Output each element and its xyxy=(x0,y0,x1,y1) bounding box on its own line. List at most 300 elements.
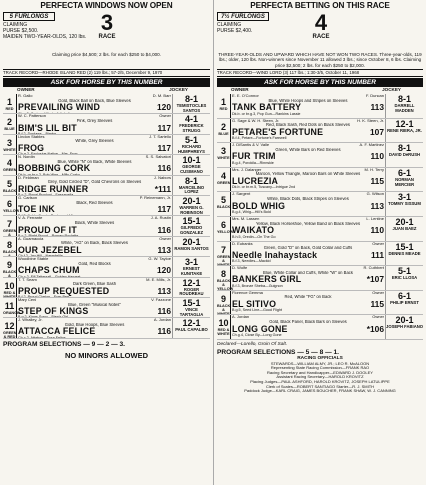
entry-details xyxy=(231,94,385,118)
post-position xyxy=(3,135,17,154)
post-position xyxy=(3,176,17,195)
post-position xyxy=(3,257,17,276)
jockey-name: JUAN BAEZ xyxy=(392,225,417,231)
horse-name: PROUD OF IT xyxy=(18,224,77,235)
morning-line-odds: 3-1 xyxy=(397,192,411,203)
post-position xyxy=(3,237,17,256)
jockey-label: JOCKEY xyxy=(382,87,401,92)
trainer-name: R. Cuthbert xyxy=(363,266,384,271)
horse-entry[interactable] xyxy=(3,237,210,257)
horse-entry[interactable] xyxy=(217,192,423,217)
program-selections: PROGRAM SELECTIONS — 5 — 8 — 1. xyxy=(217,348,340,356)
morning-line-odds: 15-1 xyxy=(182,297,201,308)
race-number: 4 xyxy=(314,10,328,35)
owner-name: D. Wolfe xyxy=(232,266,248,271)
horse-entry[interactable] xyxy=(3,114,210,134)
weight: 110 xyxy=(370,151,384,162)
silks-description: Black, White Sleeves xyxy=(74,220,115,225)
weight: 113 xyxy=(370,200,384,211)
horse-entry[interactable] xyxy=(3,257,210,277)
horse-name: RIDGE RUNNER xyxy=(18,183,89,194)
header-line: PURSE $2,400. xyxy=(217,28,253,34)
declared-note: Declared—Lorello, Groin Of Salt. xyxy=(217,341,288,347)
jockey-name: NORMAN MERCIER xyxy=(394,176,415,187)
perfecta-banner: PERFECTA WINDOWS NOW OPEN xyxy=(40,1,173,10)
horse-line xyxy=(232,226,384,234)
silks-description: Blue, White Collar and Cuffs, White "W" on Back xyxy=(263,270,353,275)
owner-label: OWNER xyxy=(17,87,35,92)
official-line: Clerk of Scales—ROBERT SANTIAGO Starter—R. J. SMITH xyxy=(265,383,375,389)
owner-name: R. Gallo xyxy=(18,94,33,98)
racing-officials xyxy=(217,357,423,394)
horse-name: TOE INK xyxy=(18,204,55,215)
post-position xyxy=(217,119,231,143)
horse-name: STEP OF KINGS xyxy=(18,306,89,317)
owner-name: V. A. Ferrante xyxy=(18,216,43,221)
trainer-name: Owner xyxy=(159,236,171,241)
program-number: 7 xyxy=(6,219,12,230)
saddlecloth-color: RED xyxy=(219,107,228,111)
odds-jockey xyxy=(385,192,423,216)
weight: 116 xyxy=(157,163,171,174)
jockey-label: JOCKEY xyxy=(169,87,188,92)
trainer-name: S. S. Salvatori xyxy=(145,155,171,160)
program-number: 12 xyxy=(4,321,15,332)
horse-line xyxy=(232,103,384,111)
post-position xyxy=(217,94,231,118)
entries-list xyxy=(3,94,210,339)
horse-entry[interactable] xyxy=(217,217,423,242)
trainer-name: Owner xyxy=(159,114,171,119)
post-position xyxy=(3,216,17,235)
odds-jockey xyxy=(385,242,423,266)
morning-line-odds: 5-1 xyxy=(397,266,411,277)
horse-line xyxy=(18,205,171,213)
horse-line xyxy=(232,128,384,136)
horse-line xyxy=(18,246,171,254)
owner-jockey-header xyxy=(217,87,423,93)
trainer-name: G. W. Tayloe xyxy=(148,257,171,262)
race-header xyxy=(3,12,210,52)
race-conditions: Claiming price $4,500; 2 lbs. for each $250 to $4,000. xyxy=(51,52,162,57)
trainer-name: M. E. Mills, Jr. xyxy=(146,277,171,282)
saddlecloth-color: WHITE xyxy=(3,147,16,152)
odds-jockey xyxy=(172,155,210,174)
trainer-name: A. Jordan xyxy=(153,318,171,323)
silks-description: Maroon, Yellow Triangle, Maroon Bars on White Sleeves xyxy=(255,172,361,177)
weight: 115 xyxy=(370,175,384,186)
horse-entry[interactable] xyxy=(217,315,423,340)
program-number: 8 xyxy=(220,269,226,280)
trainer-name: D. M. Barr xyxy=(152,94,171,98)
pedigree xyxy=(18,315,171,317)
silks-description: Blue, Green "Musical Notes" xyxy=(68,302,121,307)
trainer-name: F. Duncan xyxy=(365,94,384,98)
program-number: 10 xyxy=(218,318,229,329)
morning-line-odds: 5-1 xyxy=(184,134,198,145)
perfecta-banner: PERFECTA BETTING ON THIS RACE xyxy=(250,1,390,10)
silks-description: Blue, White Hoops and Stripes on Sleeves xyxy=(268,98,348,103)
silks-description: Gold, Blue Hoops, Blue Sleeves xyxy=(64,322,125,327)
jockey-name: DAVID DeRUSH xyxy=(388,152,421,158)
post-position xyxy=(3,94,17,113)
jockey-name: FREDERICK STRUGG xyxy=(179,123,204,134)
pedigree: B.h.5, Oredin—On The Go xyxy=(232,234,276,239)
morning-line-odds: 6-1 xyxy=(397,167,411,178)
morning-line-odds: 3-1 xyxy=(184,257,198,268)
horse-line xyxy=(232,275,384,283)
horse-line xyxy=(18,103,171,111)
jockey-name: RICHARD HUMPHREYS xyxy=(178,143,205,154)
horse-name: FROG xyxy=(18,142,45,153)
saddlecloth-color: ORANGE xyxy=(3,310,20,315)
odds-jockey xyxy=(172,298,210,317)
horse-name: FUR TRIM xyxy=(232,151,276,162)
horse-entry[interactable] xyxy=(3,176,210,196)
weight: 111 xyxy=(370,249,384,260)
post-position xyxy=(217,242,231,266)
entry-details xyxy=(17,94,172,113)
silks-description: Dark Green, Blue Sash xyxy=(72,282,117,287)
saddlecloth-color: YELLOW xyxy=(217,229,234,234)
entries-list xyxy=(217,94,423,340)
entry-details xyxy=(17,196,172,215)
entry-details xyxy=(231,119,385,143)
entry-details xyxy=(17,237,172,256)
pedigree: B.f.3, Bronze Sheba—Guignon xyxy=(232,283,283,288)
program-selections: PROGRAM SELECTIONS — 9 — 2 — 3. xyxy=(3,340,126,348)
horse-line xyxy=(18,327,171,335)
morning-line-odds: 8-1 xyxy=(397,143,411,154)
post-position xyxy=(217,315,231,339)
post-position xyxy=(3,298,20,317)
official-line: STEWARDS—WILLIAM ALMY, JR.; LEO R. McALOON xyxy=(270,360,370,366)
owner-label: OWNER xyxy=(231,87,249,92)
trainer-name: J. Nabors xyxy=(153,175,171,180)
program-number: 5 xyxy=(220,195,226,206)
horse-entry[interactable] xyxy=(217,266,423,291)
race-label: RACE xyxy=(98,34,116,40)
horse-line xyxy=(232,152,384,160)
horse-entry[interactable] xyxy=(3,94,210,114)
odds-jockey xyxy=(385,315,423,339)
saddlecloth-color: BLACK xyxy=(3,188,17,193)
odds-jockey xyxy=(172,94,210,113)
odds-jockey xyxy=(385,143,423,167)
silks-description: White, "AG" on Back, Black Sleeves xyxy=(61,241,128,246)
morning-line-odds: 8-1 xyxy=(184,94,198,104)
horse-entry[interactable] xyxy=(217,168,423,193)
saddlecloth-color: BLACK & WHITE xyxy=(217,303,231,316)
track-record: TRACK RECORD—WIND LORD (3) 117 lbs.; 1:30-3/5, October 11, 1968 xyxy=(217,69,423,77)
program-number: 6 xyxy=(6,198,12,209)
horse-line xyxy=(18,124,171,132)
saddlecloth-color: GREEN & xyxy=(3,229,17,237)
horse-line xyxy=(18,266,171,274)
owner-name: Mrs. M. Lassen xyxy=(232,216,260,221)
official-line: Assistant Racing Secretary—HAROLD KROVITZ xyxy=(276,374,364,380)
horse-name: LONG GONE xyxy=(232,323,288,334)
weight: 115 xyxy=(370,298,384,309)
header-line: MAIDEN TWO-YEAR-OLDS, 120 lbs. xyxy=(3,34,87,40)
official-line: Placing Judges—PAUL ASHFORD, HAROLD KROVITZ, JOSEPH LATULIPPE xyxy=(250,378,390,384)
horse-line xyxy=(18,287,171,295)
odds-jockey xyxy=(385,168,423,192)
trainer-name: L. Lentine xyxy=(366,216,384,221)
header-line: CLAIMING xyxy=(217,22,242,28)
silks-description: Yellow, Black Horseshoe, Yellow Band on Black Sleeves xyxy=(255,221,361,226)
odds-jockey xyxy=(172,196,210,215)
odds-jockey xyxy=(172,318,210,337)
silks-description: Green, Gold "D" on Back, Gold Collar and Cuffs xyxy=(263,246,353,251)
jockey-name: GILFREDO GONZALEZ xyxy=(179,225,204,236)
horse-entry[interactable] xyxy=(217,291,423,316)
silks-description: Black, Red Sleeves xyxy=(76,200,113,205)
program-number: 4 xyxy=(6,158,12,169)
horse-entry[interactable] xyxy=(217,94,423,119)
saddlecloth-color: RED & WHITE xyxy=(217,328,230,337)
trainer-name: J. A. Rustin xyxy=(150,216,171,221)
pedigree: B.f.4, Petare—Fortune's Farewell xyxy=(232,136,287,141)
horse-entry[interactable] xyxy=(3,298,210,318)
morning-line-odds: 15-1 xyxy=(182,216,201,227)
owner-name: Lindon Stables xyxy=(18,134,45,139)
trainer-name: Owner xyxy=(372,290,384,295)
horse-entry[interactable] xyxy=(3,135,210,155)
weight: 113 xyxy=(157,285,171,296)
pedigree xyxy=(18,193,171,195)
horse-name: WAIKATO xyxy=(232,225,275,236)
horse-name: CHAPS CHUM xyxy=(18,265,80,276)
distance-box: 5 FURLONGS xyxy=(3,12,55,21)
saddlecloth-color: RED & WHITE xyxy=(3,290,16,298)
weight: 117 xyxy=(157,142,171,153)
entry-details xyxy=(17,155,172,174)
jockey-name: WARREN G. ROBINSON xyxy=(179,204,204,215)
jockey-name: ERNEST KUNITAKE xyxy=(180,266,203,276)
saddlecloth-color: GREEN xyxy=(3,168,17,173)
owner-name: E. E. O'Connor xyxy=(232,94,259,98)
morning-line-odds: 10-1 xyxy=(182,155,201,166)
jockey-name: RENE RIERA, JR. xyxy=(387,127,422,133)
odds-jockey xyxy=(385,291,423,315)
pedigree: B.f.3, Needles—Mackid xyxy=(232,259,271,264)
horse-entry[interactable] xyxy=(3,318,210,338)
horse-name: PREVAILING WIND xyxy=(18,102,101,113)
odds-jockey xyxy=(385,266,423,290)
owner-name: J. DiSantis & V. Valle xyxy=(232,143,270,148)
weight: *106 xyxy=(366,323,384,334)
horse-line xyxy=(232,300,384,308)
odds-jockey xyxy=(385,119,423,143)
race-conditions: THREE-YEAR-OLDS AND UPWARD WHICH HAVE NOT WON TWO RACES. Three-year-olds, 119 lbs.; older, 120 lbs. Non-winners since November 11 allowed 3 lbs.; since October 8, 6 lbs. Claiming price $2,500; 2 lbs. for each $250 to $2,000. xyxy=(218,52,422,68)
distance-box: 7½ FURLONGS xyxy=(217,12,269,21)
pedigree xyxy=(18,336,171,338)
saddlecloth-color: GREEN & WHITE xyxy=(217,254,231,267)
post-position xyxy=(217,168,231,192)
jockey-name: ERIC LLOSA xyxy=(391,275,418,281)
program-number: 4 xyxy=(220,170,226,181)
horse-name: PETARE'S FORTUNE xyxy=(232,126,324,137)
saddlecloth-color: WHITE xyxy=(217,156,230,161)
header-line: CLAIMING xyxy=(3,22,28,28)
jockey-name: ROGER ROUDREAU xyxy=(179,286,204,297)
program-number: 1 xyxy=(220,97,226,107)
horse-line xyxy=(232,202,384,210)
trainer-name: V. Fazzone xyxy=(151,297,171,302)
race-number: 3 xyxy=(100,10,114,35)
jockey-name: VINCE TARTAGLIA xyxy=(179,306,204,317)
saddlecloth-color: RED xyxy=(5,107,14,111)
ask-for-horse-bar: ASK FOR HORSE BY THIS NUMBER xyxy=(217,78,423,87)
silks-description: White, Grey Sleeves xyxy=(75,139,114,144)
trainer-name: P. Reinemann, Jr. xyxy=(139,195,171,200)
program-number: 10 xyxy=(4,280,15,291)
horse-line xyxy=(18,185,171,193)
horse-name: PROUP REQUESTED xyxy=(18,285,110,296)
horse-entry[interactable] xyxy=(217,242,423,267)
post-position xyxy=(3,155,17,174)
silks-description: Gold, Black Ball on Back, Blue Sleeves xyxy=(58,98,131,103)
trainer-name: Owner xyxy=(372,315,384,320)
horse-name: OUR JEZEBEL xyxy=(18,244,82,255)
program-number: 8 xyxy=(6,239,12,250)
jockey-name: PAUL CAPALBO xyxy=(175,327,208,333)
trainer-name: Owner xyxy=(372,241,384,246)
horse-name: BOBBING CORK xyxy=(18,163,91,174)
jockey-name: RAMON SANTOS xyxy=(174,245,209,251)
pedigree xyxy=(18,275,171,277)
weight: 120 xyxy=(157,102,171,113)
post-position xyxy=(3,318,17,337)
morning-line-odds: 8-1 xyxy=(184,175,198,186)
morning-line-odds: 20-1 xyxy=(395,315,414,326)
silks-description: Red, White "FG" on Back xyxy=(284,295,332,300)
entry-details xyxy=(17,278,172,297)
jockey-name: TEMISTOCLES SANTOS xyxy=(176,103,207,113)
program-number: 3 xyxy=(220,146,226,157)
owner-name: D. Feldman xyxy=(18,175,39,180)
weight: 107 xyxy=(370,126,384,137)
saddlecloth-color: GREEN & RED xyxy=(3,331,17,339)
horse-entry[interactable] xyxy=(3,278,210,298)
weight: 120 xyxy=(157,265,171,276)
saddlecloth-color: BLACK xyxy=(217,205,231,210)
post-position xyxy=(217,291,231,315)
horse-line xyxy=(18,144,171,152)
weight: 117 xyxy=(157,122,171,133)
morning-line-odds: 4-1 xyxy=(184,114,198,125)
post-position xyxy=(217,192,231,216)
horse-name: Needle Inahaystack xyxy=(232,249,318,260)
silks-description: Red, Black Sash, Red Dots on Black Sleeves xyxy=(265,123,351,128)
entry-details xyxy=(231,143,385,167)
odds-jockey xyxy=(172,216,210,235)
ask-for-horse-bar: ASK FOR HORSE BY THIS NUMBER xyxy=(3,78,210,87)
program-number: 2 xyxy=(6,117,12,128)
horse-entry[interactable] xyxy=(3,155,210,175)
morning-line-odds: 8-1 xyxy=(397,94,411,104)
owner-name: Mary Ceni xyxy=(18,297,37,302)
entry-details xyxy=(231,168,385,192)
morning-line-odds: 12-1 xyxy=(182,277,201,288)
horse-entry[interactable] xyxy=(217,143,423,168)
pedigree xyxy=(18,254,171,256)
horse-entry[interactable] xyxy=(3,216,210,236)
official-line: Representing State Racing Commission—FRANK RAO xyxy=(270,365,370,371)
morning-line-odds: 20-1 xyxy=(182,195,201,206)
morning-line-odds: 12-1 xyxy=(182,318,201,329)
program-number: 6 xyxy=(220,219,226,230)
pedigree: Ch.g.4, Close By—Long Gone xyxy=(232,332,282,337)
jockey-name: PHILIP ERNST xyxy=(390,299,419,305)
program-number: 7 xyxy=(220,244,226,255)
official-line: Paddock Judge—KARL CRAIG, JAMES BOUCHER, FRANK SHAW, W. J. CANNING xyxy=(244,388,396,394)
program-number: 1 xyxy=(6,97,12,107)
post-position xyxy=(3,196,20,215)
pedigree: Dk.b. or br.g.3, Pop Gun—Rankins Lassie xyxy=(232,111,301,116)
owner-name: A. Guarnaccia xyxy=(18,236,44,241)
horse-entry[interactable] xyxy=(217,119,423,144)
trainer-name: M. H. Terry xyxy=(364,167,384,172)
horse-name: EL SITIVO xyxy=(232,298,277,309)
post-position xyxy=(217,143,231,167)
weight: *107 xyxy=(366,274,384,285)
jockey-name: MARCELINO LOPEZ xyxy=(178,184,205,195)
program-number: 9 xyxy=(6,260,12,271)
entry-details xyxy=(17,114,172,133)
morning-line-odds: 15-1 xyxy=(395,241,414,252)
pedigree xyxy=(18,173,171,175)
race-number-block xyxy=(89,12,125,40)
horse-name: LUCREZIA xyxy=(232,175,279,186)
horse-line xyxy=(18,226,171,234)
horse-line xyxy=(232,177,384,185)
saddlecloth-color: BLUE xyxy=(218,131,229,136)
weight: 117 xyxy=(157,204,171,215)
entry-details xyxy=(17,176,172,195)
saddlecloth-color: BLACK & YELLOW xyxy=(217,279,234,291)
horse-name: BOLD WHIG xyxy=(232,200,286,211)
saddlecloth-color: GREEN xyxy=(217,180,231,185)
entry-details xyxy=(17,318,172,337)
program-number: 3 xyxy=(6,137,12,148)
horse-line xyxy=(232,325,384,333)
saddlecloth-color: BLACK & xyxy=(3,249,17,258)
entry-details xyxy=(17,135,172,154)
race-header xyxy=(217,12,423,52)
entry-details xyxy=(17,298,172,317)
horse-entry[interactable] xyxy=(3,196,210,216)
owner-name: G. Sage & W. H. Steen, Jr. xyxy=(232,118,280,123)
morning-line-odds: 20-1 xyxy=(395,216,414,227)
owner-name: W. C. Patterson xyxy=(18,114,47,119)
entry-details xyxy=(231,315,385,339)
owner-name: Woodbine Stable xyxy=(18,257,49,262)
post-position xyxy=(217,217,234,241)
weight: 116 xyxy=(157,306,171,317)
weight: 113 xyxy=(370,102,384,113)
program-number: 5 xyxy=(6,178,12,189)
horse-line xyxy=(18,164,171,172)
pedigree: B.g.4, Whig—Hill's Bold xyxy=(232,209,271,214)
odds-jockey xyxy=(172,176,210,195)
silks-description: Pink, Grey Sleeves xyxy=(76,118,113,123)
weight: 110 xyxy=(370,225,384,236)
entry-details xyxy=(231,291,385,315)
silks-description: Gold, Red Blocks xyxy=(78,261,111,266)
pedigree: Dk.b. or br.m.5, Tuscany—Intrigue 2nd xyxy=(232,185,296,190)
